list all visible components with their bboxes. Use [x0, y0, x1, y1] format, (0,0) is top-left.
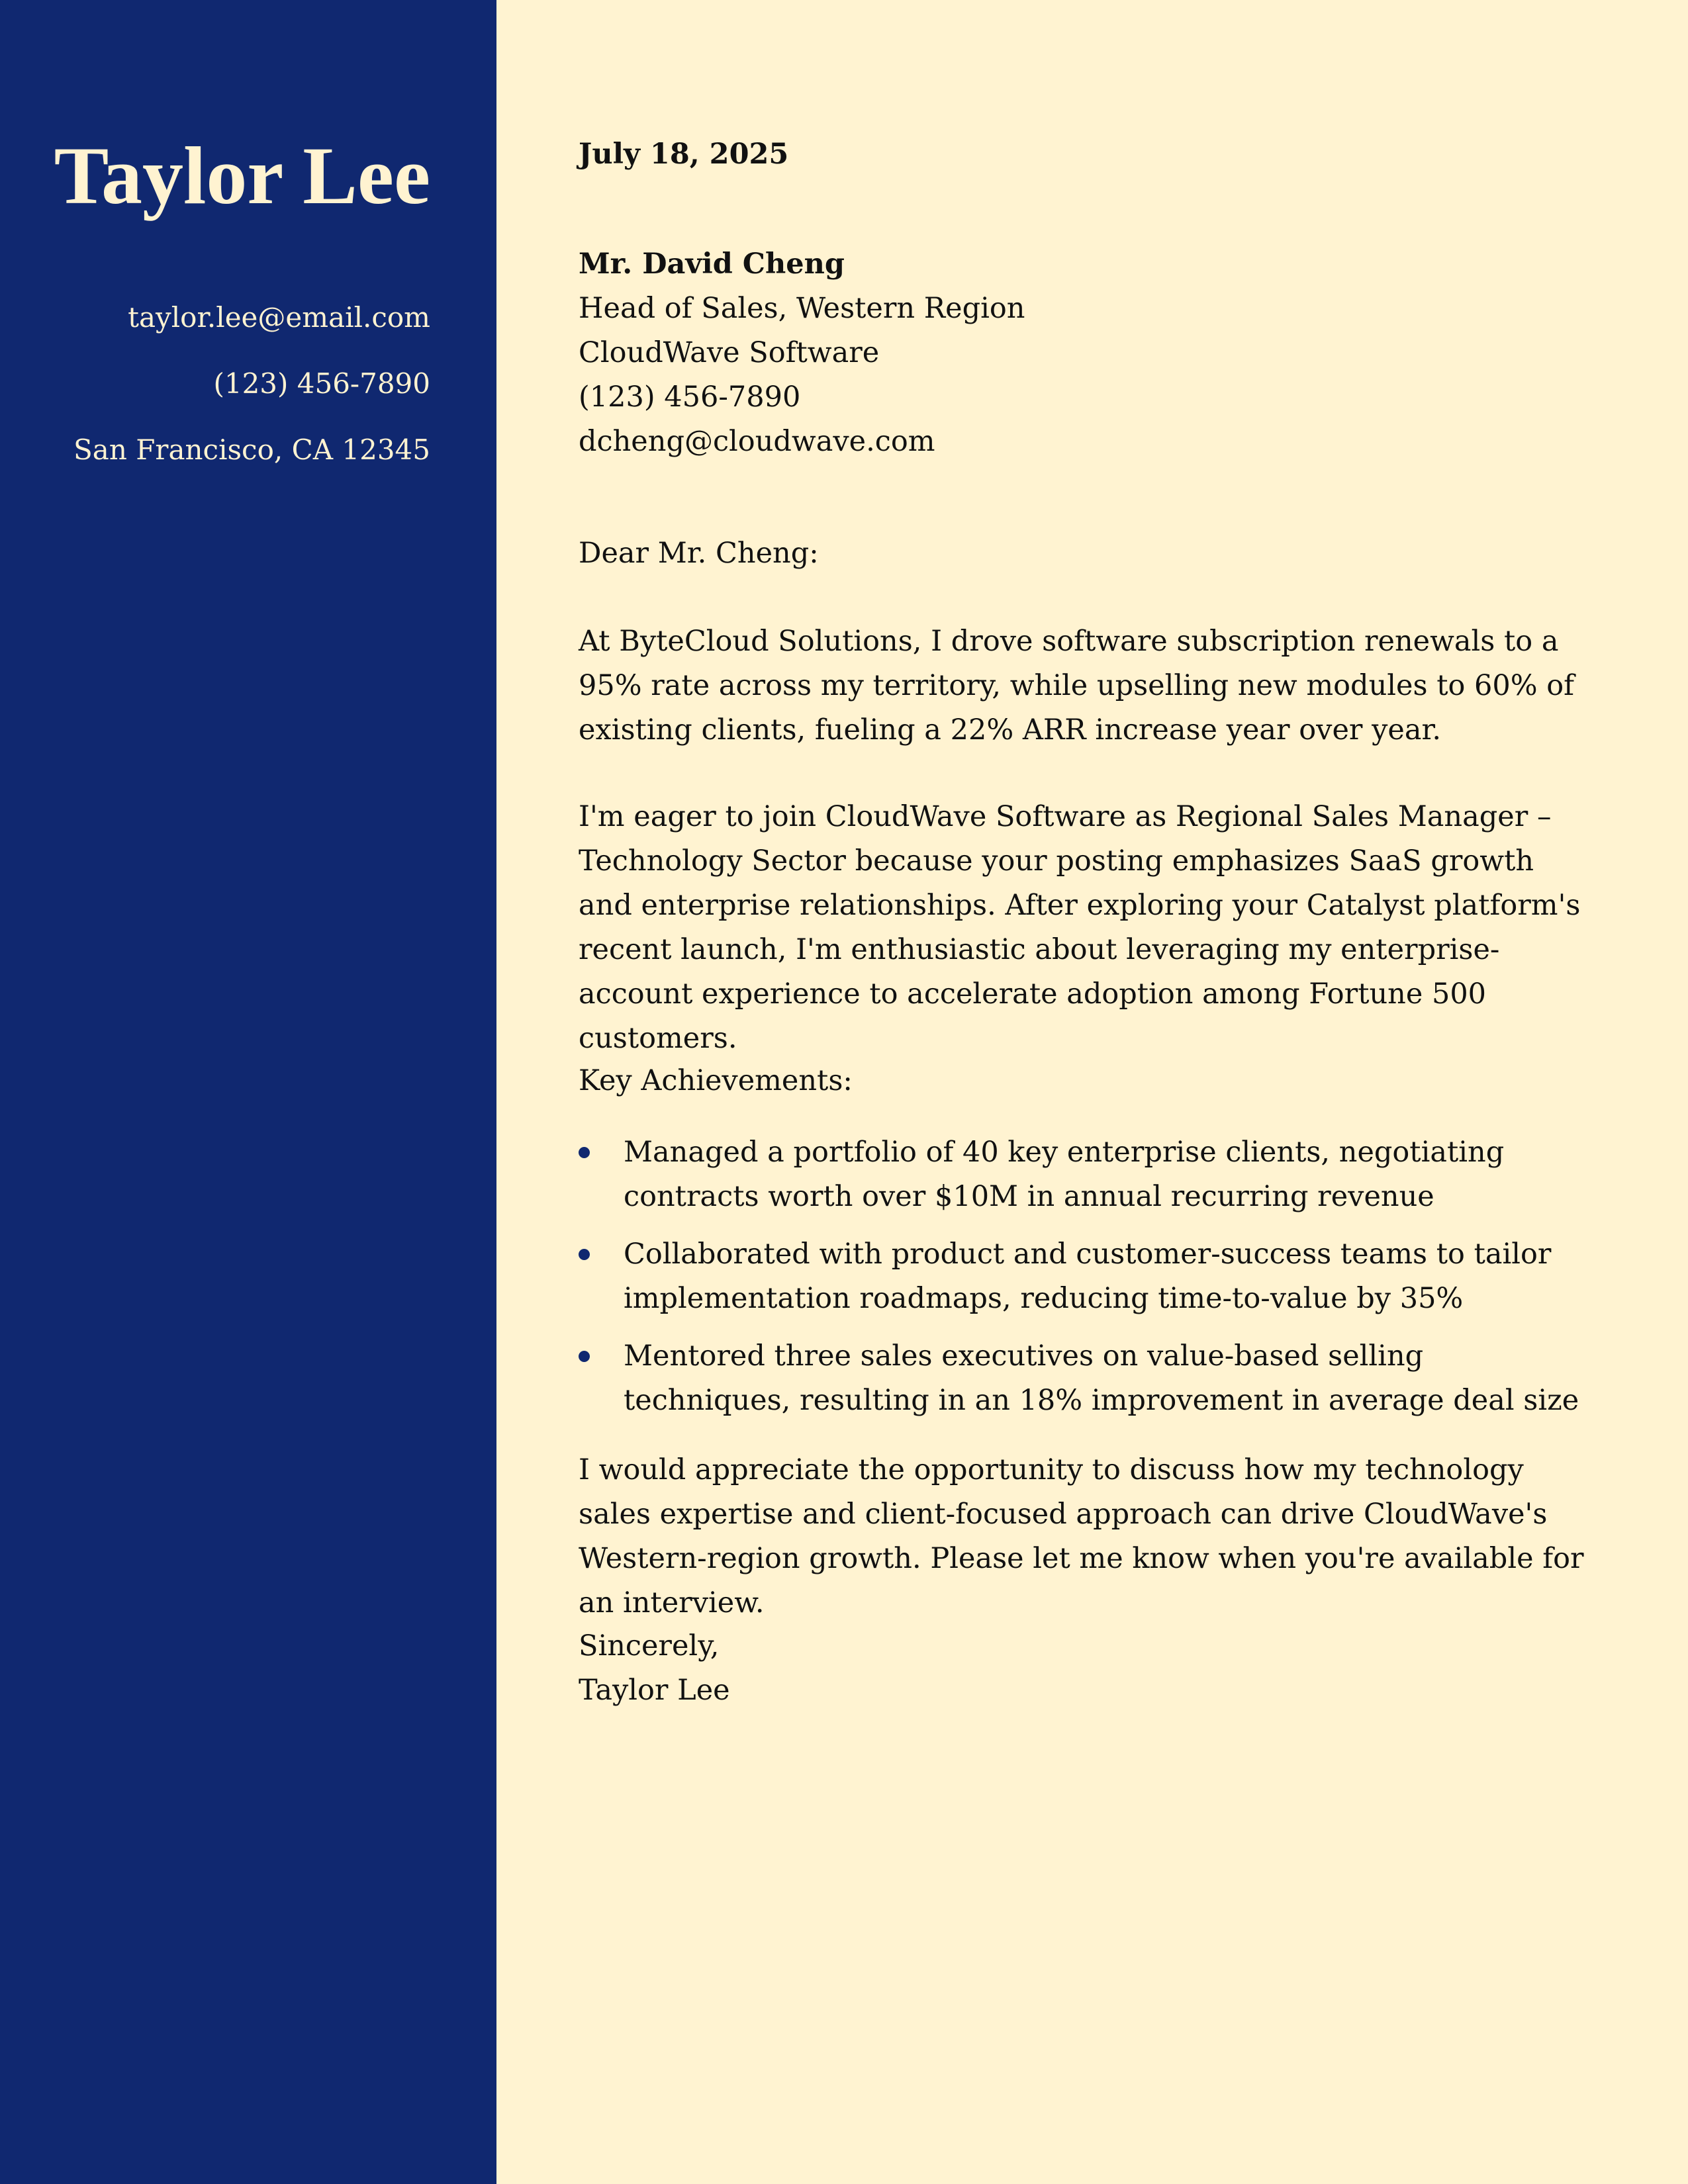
list-item: [579, 1232, 1591, 1321]
achievements-list: [579, 1130, 1591, 1436]
applicant-email: taylor.lee@email.com: [128, 301, 430, 334]
recipient-block: [579, 242, 1025, 464]
sidebar: [0, 0, 496, 2184]
recipient-title: Head of Sales, Western Region: [579, 292, 1025, 325]
achievements-heading: Key Achievements:: [579, 1064, 853, 1097]
bullet-icon: [579, 1249, 590, 1260]
closing-word: Sincerely,: [579, 1629, 720, 1662]
sign-off: [579, 1624, 730, 1713]
contact-info: [73, 285, 430, 483]
achievement-text: Mentored three sales executives on value-based selling techniques, resulting in an 18% improvement in average deal size: [624, 1340, 1579, 1417]
achievement-text: Managed a portfolio of 40 key enterprise clients, negotiating contracts worth over $10M in annual recurring revenue: [624, 1136, 1505, 1213]
paragraph-opening: At ByteCloud Solutions, I drove software subscription renewals to a 95% rate across my territory, while upselling new modules to 60% of existing clients, fueling a 22% ARR increase year over year.: [579, 625, 1575, 747]
paragraph-closing: I would appreciate the opportunity to discuss how my technology sales expertise and client-focused approach can drive CloudWave's Western-region growth. Please let me know when you're available for an interview.: [579, 1453, 1584, 1619]
applicant-location: San Francisco, CA 12345: [73, 433, 430, 466]
list-item: [579, 1130, 1591, 1219]
applicant-phone: (123) 456-7890: [213, 367, 430, 400]
recipient-name: Mr. David Cheng: [579, 248, 845, 281]
list-item: [579, 1334, 1591, 1423]
salutation: Dear Mr. Cheng:: [579, 537, 819, 570]
recipient-phone: (123) 456-7890: [579, 381, 801, 414]
applicant-name: Taylor Lee: [54, 130, 430, 221]
bullet-icon: [579, 1351, 590, 1362]
letter-date: July 18, 2025: [579, 138, 789, 171]
recipient-email: dcheng@cloudwave.com: [579, 425, 935, 458]
achievement-text: Collaborated with product and customer-success teams to tailor implementation roadmaps, reducing time-to-value by 35%: [624, 1238, 1552, 1315]
bullet-icon: [579, 1147, 590, 1158]
recipient-company: CloudWave Software: [579, 336, 880, 369]
paragraph-motivation: I'm eager to join CloudWave Software as Regional Sales Manager – Technology Sector because your posting emphasizes SaaS growth and enterprise relationships. After exploring your Catalyst platform's recent launch, I'm enthusiastic about leveraging my enterprise-account experience to accelerate adoption among Fortune 500 customers.: [579, 800, 1581, 1055]
signature-name: Taylor Lee: [579, 1674, 730, 1707]
